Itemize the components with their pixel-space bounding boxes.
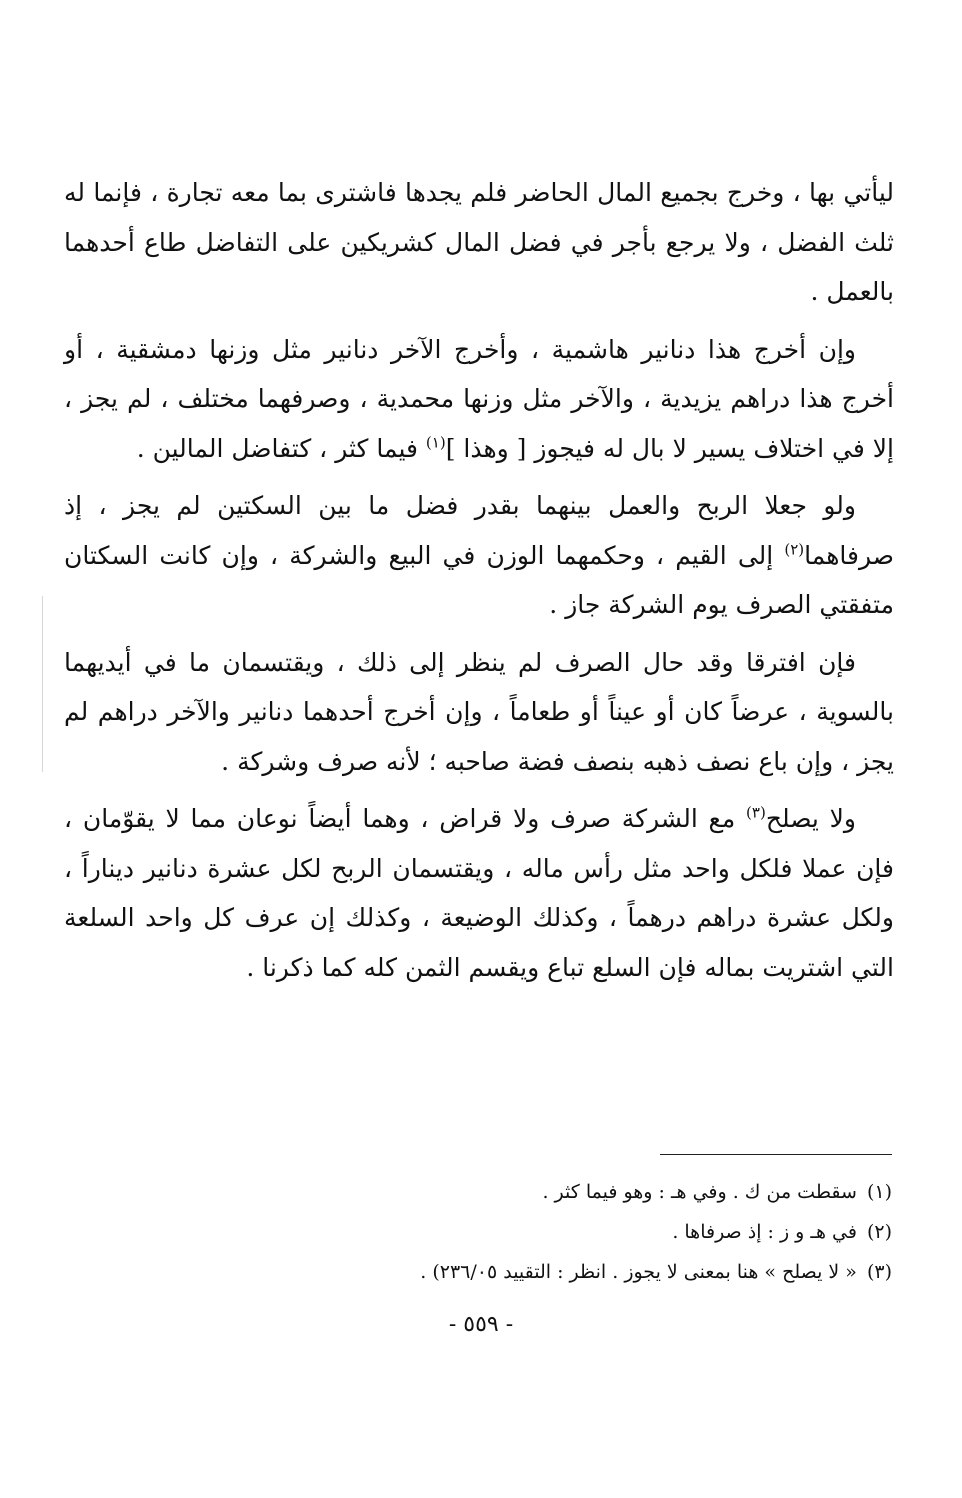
paragraph-2-text: وإن أخرج هذا دنانير هاشمية ، وأخرج الآخر دنانير مثل وزنها دمشقية ، أو أخرج هذا دراهم يزيدية ، والآخر مثل وزنها محمدية ، وصرفهما مختلف ، لم يجز ، إلا في اختلاف يسير لا بال له فيجوز [ وهذا ] [64, 334, 894, 463]
footnote-divider [660, 1154, 892, 1155]
footnote-1 [72, 1172, 892, 1212]
footnote-2-text: في هـ و ز : إذ صرفاها . [672, 1221, 857, 1243]
footnotes-section [72, 1172, 892, 1292]
footnote-2 [72, 1212, 892, 1252]
paragraph-5 [64, 794, 894, 992]
page-number: - ٥٥٩ - [448, 1312, 514, 1337]
footnote-ref-3[interactable]: (٣) [746, 803, 766, 822]
footnote-3 [72, 1252, 892, 1292]
paragraph-4-text: فإن افترقا وقد حال الصرف لم ينظر إلى ذلك ، ويقتسمان ما في أيديهما بالسوية ، عرضاً كان أو عيناً أو طعاماً ، وإن أخرج أحدهما دنانير والآخر دراهم لم يجز ، وإن باع نصف ذهبه بنصف فضة صاحبه ؛ لأنه صرف وشركة . [64, 647, 894, 776]
main-text [64, 168, 894, 1000]
footnote-3-text: « لا يصلح » هنا بمعنى لا يجوز . انظر : التقييد ٢٣٦/٠٥) . [420, 1261, 857, 1283]
footnote-ref-1[interactable]: (١) [425, 433, 446, 452]
footnote-3-number: (٣) [866, 1261, 892, 1283]
footnote-1-text: سقطت من ك . وفي هـ : وهو فيما كثر . [542, 1181, 857, 1203]
paragraph-3-text: ولو جعلا الربح والعمل بينهما بقدر فضل ما بين السكتين لم يجز ، إذ صرفاهما [64, 491, 894, 570]
paragraph-5-text: ولا يصلح [765, 804, 856, 833]
scan-margin-line [42, 596, 43, 772]
footnote-ref-2[interactable]: (٢) [784, 540, 805, 559]
paragraph-3 [64, 481, 894, 630]
footnote-2-number: (٢) [866, 1221, 892, 1243]
paragraph-3-text-after: إلى القيم ، وحكمهما الوزن في البيع والشركة ، وإن كانت السكتان متفقتي الصرف يوم الشركة جاز . [64, 540, 894, 619]
paragraph-5-text-after: مع الشركة صرف ولا قراض ، وهما أيضاً نوعان مما لا يقوّمان ، فإن عملا فلكل واحد مثل رأس ماله ، ويقتسمان الربح لكل عشرة دنانير ديناراً ، ولكل عشرة دراهم درهماً ، وكذلك الوضيعة ، وكذلك إن عرف كل واحد السلعة التي اشتريت بماله فإن السلع تباع ويقسم الثمن كله كما ذكرنا . [64, 804, 894, 982]
paragraph-1 [64, 168, 894, 317]
paragraph-2-text-after: فيما كثر ، كتفاضل المالين . [136, 433, 426, 463]
paragraph-4 [64, 638, 894, 787]
paragraph-1-text: ليأتي بها ، وخرج بجميع المال الحاضر فلم يجدها فاشترى بما معه تجارة ، فإنما له ثلث الفضل ، ولا يرجع بأجر في فضل المال كشريكين على التفاضل طاع أحدهما بالعمل . [64, 178, 894, 306]
paragraph-2 [64, 325, 894, 474]
footnote-1-number: (١) [866, 1181, 892, 1203]
